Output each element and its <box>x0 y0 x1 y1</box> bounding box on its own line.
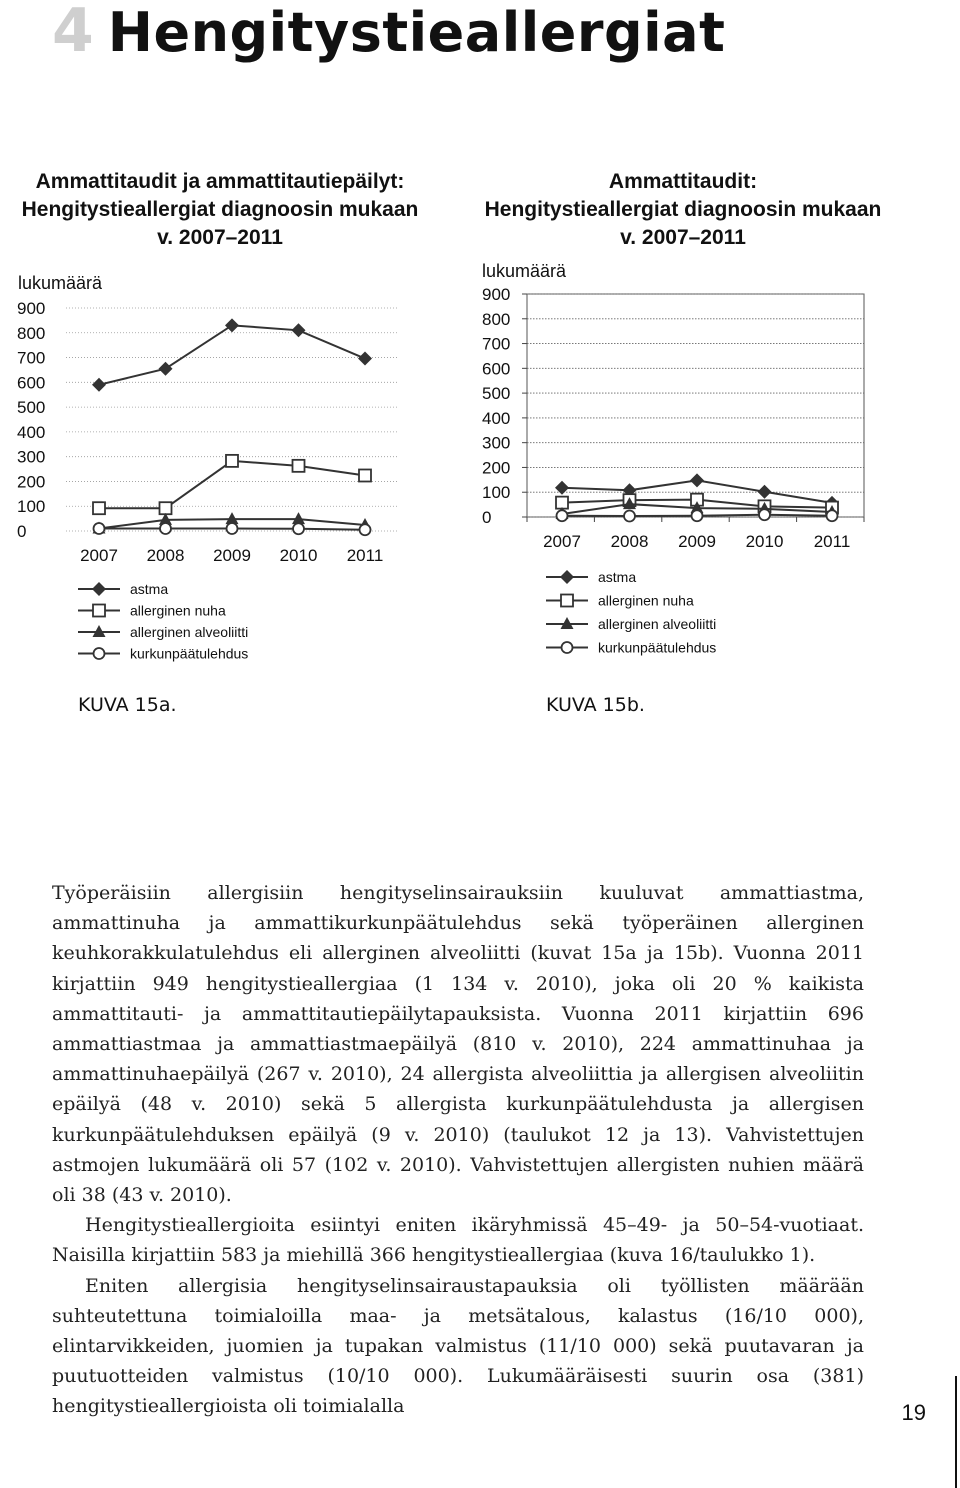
legend-marker-circle <box>94 648 105 659</box>
figure-15a-title <box>0 168 440 252</box>
data-point-circle <box>360 524 371 535</box>
y-tick-label: 200 <box>482 458 511 478</box>
data-point-circle <box>692 510 703 521</box>
y-tick-label: 900 <box>17 299 46 318</box>
title-line: v. 2007–2011 <box>157 226 283 249</box>
page-number: 19 <box>901 1400 926 1425</box>
y-tick-label: 600 <box>17 373 46 393</box>
paragraph: Työperäisiin allergisiin hengityselinsairauksiin kuuluvat ammattiastma, ammattinuha ja ammattikurkunpäätulehdus sekä työperäinen allerginen keuhkorakkulatulehdus eli allerginen alveoliitti (kuvat 15a ja 15b). Vuonna 2011 kirjattiin 949 hengitystieallergiaa (1 134 v. 2010), joka oli 20 % kaikista ammattitauti- ja ammattitautiepäilytapauksista. Vuonna 2011 kirjattiin 696 ammattiastmaa ja ammattiastmaepäilyä (810 v. 2010), 224 ammattinuhaa ja ammattinuhaepäilyä (267 v. 2010), 24 allergista alveoliittia ja allergisen alveoliitin epäilyä (48 v. 2010) sekä 5 allergista kurkunpäätulehdusta ja allergisen kurkunpäätulehduksen epäilyä (9 v. 2010) (taulukot 12 ja 13). Vahvistettujen astmojen lukumäärä oli 57 (102 v. 2010). Vahvistettujen allergisten nuhien määrä oli 38 (43 v. 2010). <box>52 882 864 1207</box>
data-point-square <box>556 497 568 509</box>
data-point-square <box>226 455 238 467</box>
legend-marker-diamond <box>92 582 106 596</box>
y-tick-label: 300 <box>482 433 511 453</box>
data-point-diamond <box>690 473 704 487</box>
data-point-diamond <box>292 323 306 337</box>
chart-15a <box>0 262 470 682</box>
y-tick-label: 300 <box>17 447 46 467</box>
x-tick-label: 2008 <box>610 532 649 551</box>
title-line: Ammattitaudit: <box>608 170 758 193</box>
y-tick-label: 100 <box>17 497 46 517</box>
y-tick-label: 0 <box>17 522 27 541</box>
y-tick-label: 200 <box>17 472 46 492</box>
series-line-square <box>99 461 365 508</box>
legend-marker-diamond <box>560 570 574 584</box>
title-line: Ammattitaudit ja ammattitautiepäilyt: <box>35 170 405 193</box>
x-tick-label: 2007 <box>543 532 581 551</box>
data-point-square <box>93 502 105 514</box>
y-tick-label: 800 <box>482 309 511 329</box>
series-line-diamond <box>99 325 365 384</box>
y-tick-label: 100 <box>482 483 511 503</box>
data-point-circle <box>827 510 838 521</box>
data-point-circle <box>759 509 770 520</box>
data-point-circle <box>557 510 568 521</box>
x-tick-label: 2009 <box>678 532 716 551</box>
y-tick-label: 600 <box>482 359 511 379</box>
legend-label: astma <box>130 581 169 597</box>
page-divider <box>955 1376 957 1488</box>
figure-15b-caption: KUVA 15b. <box>546 694 645 716</box>
y-tick-label: 0 <box>482 508 492 527</box>
data-point-circle <box>94 523 105 534</box>
legend-marker-circle <box>562 642 573 653</box>
figure-15a-caption: KUVA 15a. <box>78 694 177 716</box>
x-tick-label: 2010 <box>279 546 318 565</box>
y-tick-label: 700 <box>17 348 46 368</box>
x-tick-label: 2010 <box>745 532 784 551</box>
title-line: Hengitystieallergiat diagnoosin mukaan <box>484 198 882 221</box>
legend-label: astma <box>598 569 637 585</box>
x-tick-label: 2008 <box>146 546 185 565</box>
legend-label: kurkunpäätulehdus <box>598 639 717 656</box>
legend-label: allerginen nuha <box>130 602 226 619</box>
data-point-circle <box>160 523 171 534</box>
x-tick-label: 2007 <box>80 546 118 565</box>
x-tick-label: 2011 <box>346 546 384 565</box>
y-tick-label: 900 <box>482 285 511 304</box>
paragraph: Eniten allergisia hengityselinsairaustapauksia oli työllisten määrään suhteutettuna toimialoilla maa- ja metsätalous, kalastus (16/10 000), elintarvikkeiden, juomien ja tupakan valmistus (11/10 000) sekä puutavaran ja puutuotteiden valmistus (10/10 000). Lukumääräisesti suurin osa (381) hengitystieallergioista oli toimialalla <box>52 1274 864 1418</box>
data-point-circle <box>227 523 238 534</box>
paragraph: Hengitystieallergioita esiintyi eniten ikäryhmissä 45–49- ja 50–54-vuotiaat. Naisilla kirjattiin 583 ja miehillä 366 hengitystieallergiaa (kuva 16/taulukko 1). <box>52 1214 864 1267</box>
x-tick-label: 2009 <box>213 546 251 565</box>
y-tick-label: 800 <box>17 323 46 343</box>
chapter-title: Hengitystieallergiat <box>107 1 726 64</box>
y-tick-label: 400 <box>17 422 46 442</box>
chapter-number: 4 <box>52 0 94 66</box>
y-tick-label: 400 <box>482 408 511 428</box>
chapter-heading <box>52 0 725 76</box>
chart-15b <box>460 250 900 670</box>
data-point-diamond <box>758 485 772 499</box>
y-axis-label: lukumäärä <box>18 273 103 293</box>
x-tick-label: 2011 <box>813 532 851 551</box>
data-point-square <box>293 460 305 472</box>
data-point-square <box>160 502 172 514</box>
data-point-diamond <box>92 378 106 392</box>
y-axis-label: lukumäärä <box>482 261 567 281</box>
title-line: v. 2007–2011 <box>620 226 746 249</box>
body-text <box>52 878 864 1422</box>
legend-label: allerginen alveoliitti <box>130 624 249 640</box>
data-point-diamond <box>358 352 372 366</box>
y-tick-label: 700 <box>482 334 511 354</box>
legend-marker-square <box>93 605 105 617</box>
data-point-circle <box>624 511 635 522</box>
legend-label: allerginen nuha <box>598 592 694 609</box>
legend-marker-square <box>561 595 573 607</box>
y-tick-label: 500 <box>17 398 46 418</box>
legend-label: kurkunpäätulehdus <box>130 645 249 662</box>
data-point-diamond <box>225 318 239 332</box>
legend-label: allerginen alveoliitti <box>598 616 717 632</box>
data-point-circle <box>293 523 304 534</box>
title-line: Hengitystieallergiat diagnoosin mukaan <box>21 198 419 221</box>
y-tick-label: 500 <box>482 384 511 404</box>
data-point-diamond <box>159 362 173 376</box>
figure-15b-title <box>458 168 908 252</box>
data-point-square <box>359 469 371 481</box>
